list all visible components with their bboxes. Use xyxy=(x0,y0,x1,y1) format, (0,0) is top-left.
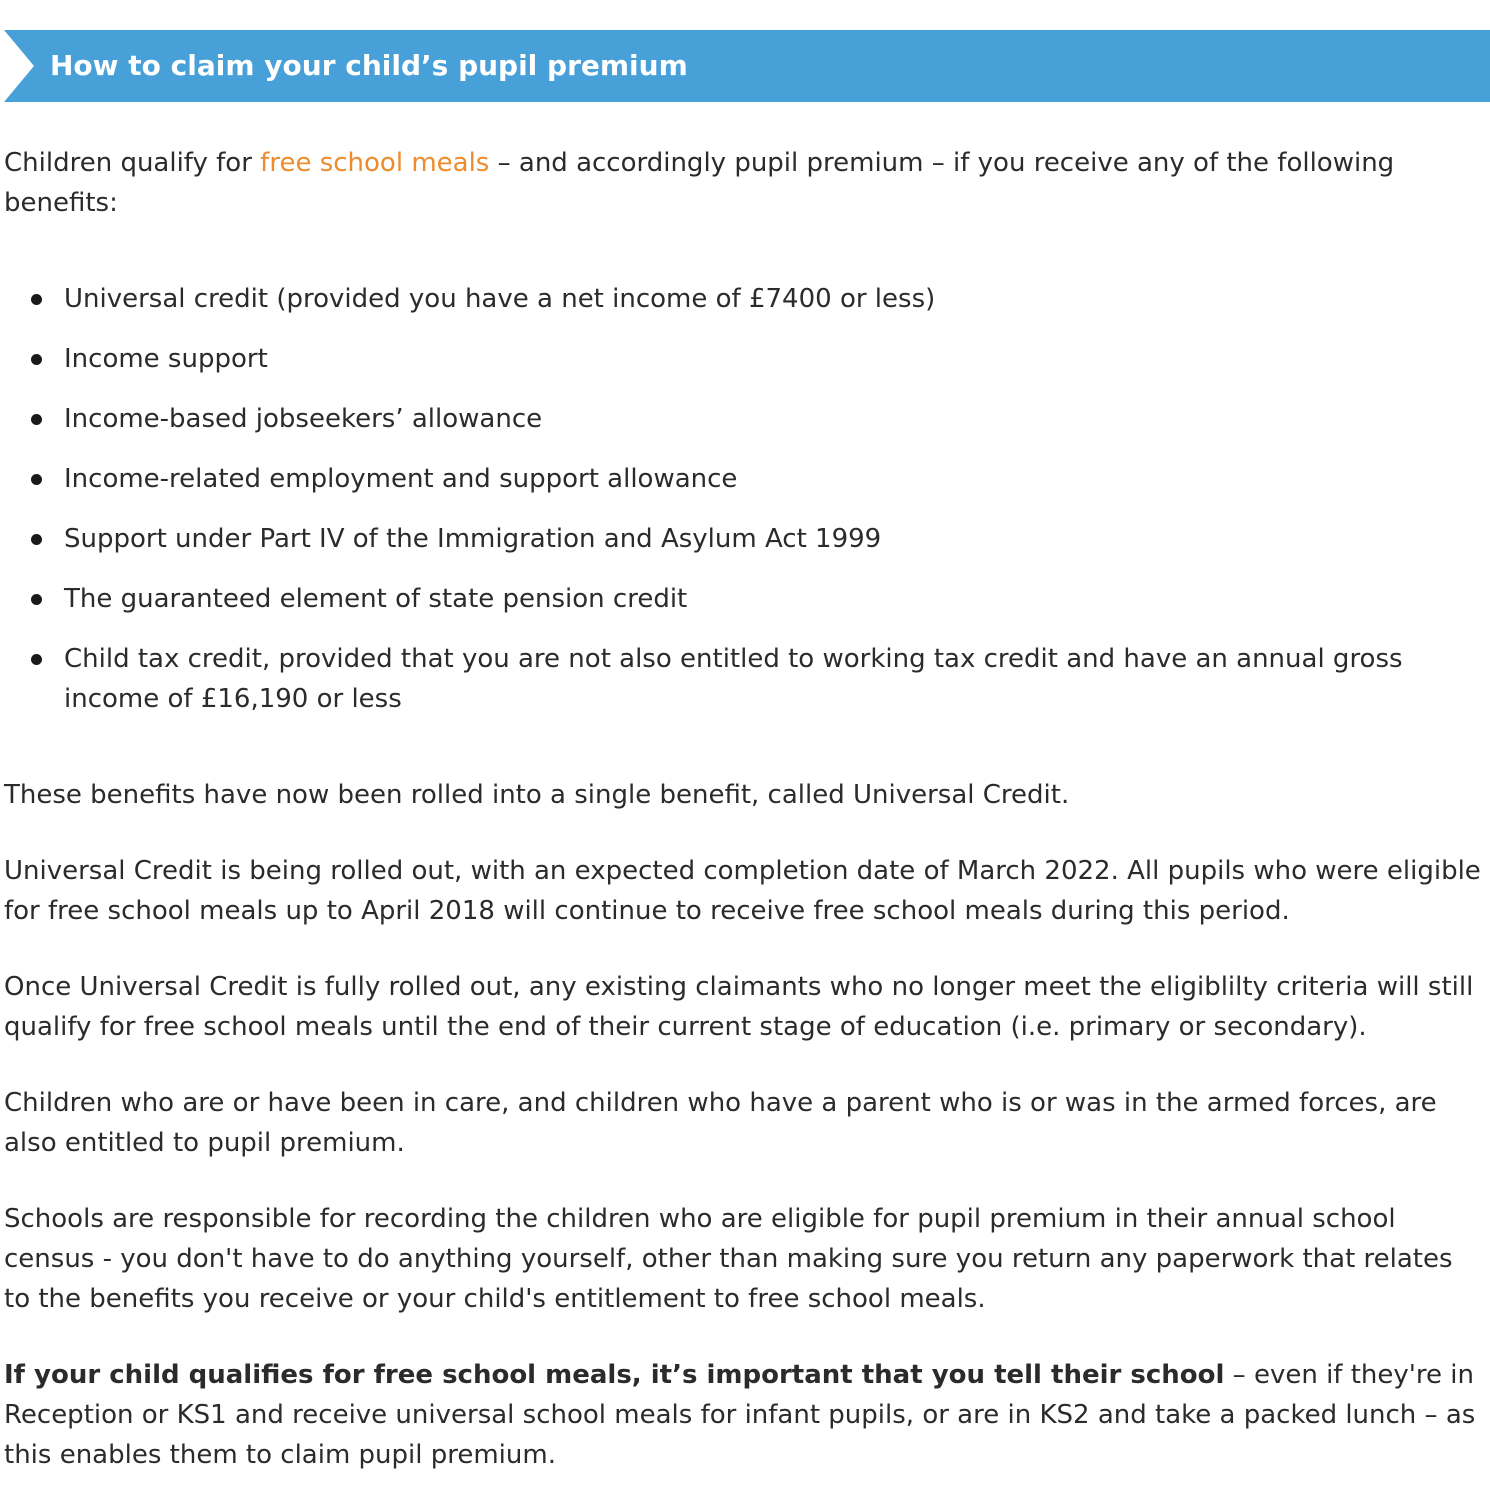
article-body xyxy=(4,143,1484,1511)
closing-paragraph xyxy=(4,1355,1484,1475)
eligibility-paragraph: Once Universal Credit is fully rolled out, any existing claimants who no longer meet the eligiblilty criteria will still qualify for free school meals until the end of their current stage of education (i.e. primary or secondary). xyxy=(4,972,1474,1042)
list-item: The guaranteed element of state pension credit xyxy=(4,579,1484,619)
list-item: Income-related employment and support allowance xyxy=(4,459,1484,499)
intro-paragraph xyxy=(4,143,1484,223)
list-item: Income-based jobseekers’ allowance xyxy=(4,399,1484,439)
list-item: Universal credit (provided you have a net income of £7400 or less) xyxy=(4,279,1484,319)
free-school-meals-link[interactable]: free school meals xyxy=(260,148,490,178)
closing-bold-text: If your child qualifies for free school meals, it’s important that you tell their school xyxy=(4,1360,1225,1390)
rollout-paragraph: Universal Credit is being rolled out, with an expected completion date of March 2022. All pupils who were eligible for free school meals up to April 2018 will continue to receive free school meals during this period. xyxy=(4,856,1481,926)
section-header-banner xyxy=(4,30,1490,102)
benefits-list xyxy=(4,279,1484,719)
list-item: Support under Part IV of the Immigration and Asylum Act 1999 xyxy=(4,519,1484,559)
closing-text: – even if they're in Reception or KS1 and receive universal school meals for infant pupils, or are in KS2 and take a packed lunch – as this enables them to claim pupil premium. xyxy=(4,1360,1476,1470)
care-forces-paragraph: Children who are or have been in care, and children who have a parent who is or was in the armed forces, are also entitled to pupil premium. xyxy=(4,1088,1437,1158)
universal-credit-paragraph: These benefits have now been rolled into a single benefit, called Universal Credit. xyxy=(4,780,1070,810)
intro-text-before: Children qualify for xyxy=(4,148,261,178)
section-title: How to claim your child’s pupil premium xyxy=(50,49,688,82)
list-item: Child tax credit, provided that you are not also entitled to working tax credit and have an annual gross income of £16,190 or less xyxy=(4,639,1484,719)
schools-census-paragraph: Schools are responsible for recording the children who are eligible for pupil premium in their annual school census - you don't have to do anything yourself, other than making sure you return any paperwork that relates to the benefits you receive or your child's entitlement to free school meals. xyxy=(4,1204,1453,1314)
intro-text-after: – and accordingly pupil premium – if you receive any of the following benefits: xyxy=(4,148,1395,218)
list-item: Income support xyxy=(4,339,1484,379)
banner-chevron-notch xyxy=(4,30,34,102)
